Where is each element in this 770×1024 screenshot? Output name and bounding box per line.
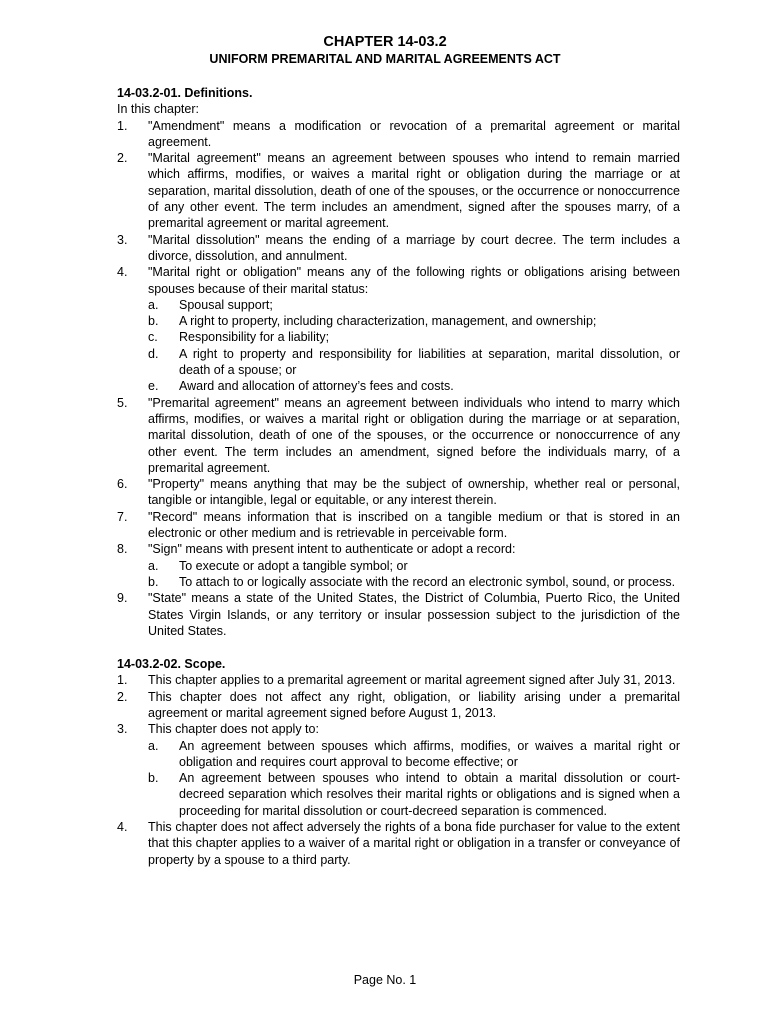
item-text: This chapter does not affect adversely the rights of a bona fide purchaser for value to the extent that this chapter applies to a waiver of a marital right or obligation in a transfer or conveyance of property by a spouse to a third party. (148, 820, 680, 867)
sub-item-text: A right to property, including characterization, management, and ownership; (179, 314, 597, 329)
list-item (117, 476, 680, 509)
sub-item-text: A right to property and responsibility for liabilities at separation, marital dissolution, or death of a spouse; or (179, 346, 680, 378)
chapter-number: CHAPTER 14-03.2 (323, 34, 447, 50)
section-spacer (117, 639, 680, 656)
sub-item-letter: a. (148, 738, 159, 753)
item-number: 7. (117, 509, 128, 524)
item-text: "Property" means anything that may be the subject of ownership, whether real or personal, tangible or intangible, legal or equitable, or any interest therein. (148, 477, 680, 508)
sub-item-letter: c. (148, 330, 158, 345)
section-scope (117, 656, 680, 868)
sub-item-letter: a. (148, 297, 159, 312)
list-item (117, 590, 680, 639)
item-text: "Marital right or obligation" means any of the following rights or obligations arising between spouses because of their marital status: (148, 265, 680, 296)
sub-item (148, 297, 680, 313)
list-item (117, 264, 680, 394)
sub-item (148, 313, 680, 329)
section-heading: 14-03.2-01. Definitions. (117, 86, 253, 100)
item-text: "Amendment" means a modification or revocation of a premarital agreement or marital agreement. (148, 118, 680, 149)
chapter-title: UNIFORM PREMARITAL AND MARITAL AGREEMENTS ACT (209, 52, 561, 66)
sub-item-letter: b. (148, 771, 159, 786)
item-text: "Record" means information that is inscribed on a tangible medium or that is stored in an electronic or other medium and is retrievable in perceivable form. (148, 509, 680, 541)
list-item (117, 672, 680, 688)
sub-item-text: To execute or adopt a tangible symbol; or (179, 558, 408, 573)
item-number: 1. (117, 118, 128, 133)
list-item (117, 721, 680, 819)
item-text: "State" means a state of the United States, the District of Columbia, Puerto Rico, the United States Virgin Islands, or any territory or insular possession subject to the jurisdiction of the United States. (148, 591, 680, 638)
section-definitions (117, 85, 680, 639)
item-number: 3. (117, 232, 128, 247)
document-body (117, 85, 680, 868)
item-number: 4. (117, 820, 128, 835)
section-intro: In this chapter: (117, 102, 199, 117)
sub-item-text: An agreement between spouses which affirms, modifies, or waives a marital right or obligation and requires court approval to become effective; or (179, 738, 680, 769)
sub-item-letter: b. (148, 314, 159, 329)
sub-item-text: An agreement between spouses who intend to obtain a marital dissolution or court-decreed separation which resolves their marital rights or obligations and is signed when a proceeding for marital dissolution or court-decreed separation is commenced. (179, 771, 680, 818)
sub-item-text: Spousal support; (179, 297, 273, 312)
sub-item (148, 574, 680, 590)
sub-item (148, 558, 680, 574)
item-number: 4. (117, 265, 128, 280)
sub-item-letter: a. (148, 558, 159, 573)
item-text: This chapter applies to a premarital agreement or marital agreement signed after July 31, 2013. (148, 673, 676, 688)
item-text: "Marital agreement" means an agreement between spouses who intend to remain married which affirms, modifies, or waives a marital right or obligation during the marriage or at separation, marital dissolution, death of one of the spouses, or the occurrence or nonoccurrence of any other event. The term includes an amendment, signed after the spouses marry, of a premarital agreement or marital agreement. (148, 151, 680, 231)
list-item (117, 541, 680, 590)
item-text: "Sign" means with present intent to authenticate or adopt a record: (148, 542, 516, 557)
sub-item-text: Award and allocation of attorney’s fees and costs. (179, 379, 454, 394)
sub-item-text: Responsibility for a liability; (179, 330, 330, 345)
item-number: 1. (117, 673, 128, 688)
item-number: 9. (117, 591, 128, 606)
list-item (117, 819, 680, 868)
sub-item (148, 346, 680, 379)
sub-item-letter: d. (148, 346, 159, 361)
page-number: Page No. 1 (353, 973, 417, 987)
list-item (117, 150, 680, 231)
list-item (117, 118, 680, 151)
item-number: 2. (117, 689, 128, 704)
item-text: This chapter does not affect any right, obligation, or liability arising under a premarital agreement or marital agreement signed before August 1, 2013. (148, 689, 680, 720)
item-text: "Marital dissolution" means the ending of a marriage by court decree. The term includes a divorce, dissolution, and annulment. (148, 232, 680, 263)
sub-item-text: To attach to or logically associate with the record an electronic symbol, sound, or process. (179, 574, 676, 589)
list-item (117, 509, 680, 542)
list-item (117, 395, 680, 476)
sub-item (148, 378, 680, 394)
sub-item (148, 329, 680, 345)
list-item (117, 689, 680, 722)
sub-item-letter: e. (148, 379, 159, 394)
item-number: 5. (117, 395, 128, 410)
item-text: This chapter does not apply to: (148, 722, 319, 737)
item-number: 3. (117, 722, 128, 737)
list-item (117, 232, 680, 265)
item-text: "Premarital agreement" means an agreement between individuals who intend to marry which affirms, modifies, or waives a marital right or obligation during the marriage or at separation, marital dissolution, death of one of the spouses, or the occurrence or nonoccurrence of any other event. The term includes an amendment, signed before the individuals marry, of a premarital agreement. (148, 395, 680, 475)
sub-item (148, 770, 680, 819)
sub-item (148, 738, 680, 771)
item-number: 6. (117, 477, 128, 492)
section-heading: 14-03.2-02. Scope. (117, 657, 226, 672)
sub-item-letter: b. (148, 574, 159, 589)
item-number: 8. (117, 542, 128, 557)
item-number: 2. (117, 151, 128, 166)
